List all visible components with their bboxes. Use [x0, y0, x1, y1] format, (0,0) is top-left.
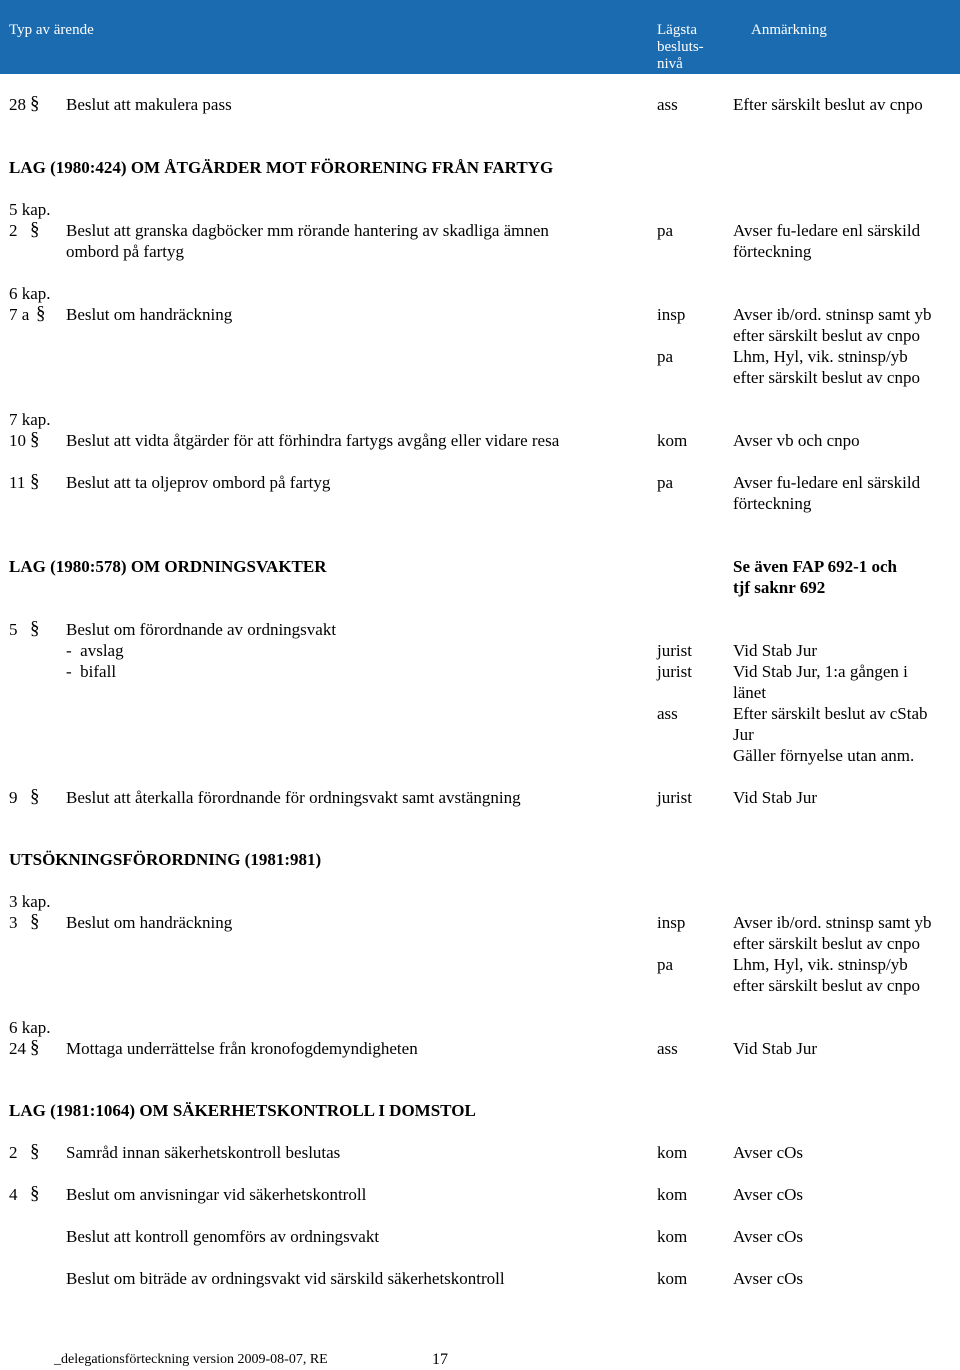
row-number: 3	[9, 913, 18, 932]
row-note: Efter särskilt beslut av cStab	[733, 704, 928, 723]
row-description: Beslut om förordnande av ordningsvakt	[66, 620, 337, 639]
row-description: Mottaga underrättelse från kronofogdemyndigheten	[66, 1039, 418, 1058]
row-level: jurist	[657, 662, 692, 681]
section-title: LAG (1980:578) OM ORDNINGSVAKTER	[9, 557, 327, 576]
row-number: 5	[9, 620, 18, 639]
row-description: Beslut om biträde av ordningsvakt vid särskild säkerhetskontroll	[66, 1269, 505, 1288]
paragraph-sign: §	[30, 786, 40, 807]
row-level: kom	[657, 1269, 688, 1288]
row-note-cont: förteckning	[733, 494, 812, 513]
row-description: Beslut att återkalla förordnande för ordningsvakt samt avstängning	[66, 788, 521, 807]
row-level: pa	[657, 347, 674, 366]
row-note: Avser cOs	[733, 1269, 804, 1288]
row-description: Beslut att ta oljeprov ombord på fartyg	[66, 473, 331, 492]
row-description: Beslut om anvisningar vid säkerhetskontroll	[66, 1185, 367, 1204]
row-note: Lhm, Hyl, vik. stninsp/yb	[733, 347, 908, 366]
row-note: Avser cOs	[733, 1227, 804, 1246]
row-level: insp	[657, 913, 686, 932]
row-level: jurist	[657, 788, 692, 807]
row-note-cont: efter särskilt beslut av cnpo	[733, 326, 920, 345]
row-description-cont: ombord på fartyg	[66, 242, 185, 261]
row-note: Efter särskilt beslut av cnpo	[733, 95, 923, 114]
section-reference-cont: tjf saknr 692	[733, 578, 826, 597]
chapter-label: 6 kap.	[9, 1018, 51, 1037]
row-subitem: - avslag	[66, 641, 124, 660]
section-title: LAG (1980:424) OM ÅTGÄRDER MOT FÖRORENING FRÅN FARTYG	[9, 158, 554, 177]
row-level: jurist	[657, 641, 692, 660]
chapter-label: 5 kap.	[9, 200, 51, 219]
paragraph-sign: §	[36, 303, 46, 324]
row-note-cont: efter särskilt beslut av cnpo	[733, 368, 920, 387]
row-note: Vid Stab Jur, 1:a gången i	[733, 662, 908, 681]
paragraph-sign: §	[30, 618, 40, 639]
paragraph-sign: §	[30, 911, 40, 932]
row-note-cont: länet	[733, 683, 767, 702]
row-description: Beslut om handräckning	[66, 913, 233, 932]
col-note-header: Anmärkning	[751, 22, 827, 38]
row-note: Avser ib/ord. stninsp samt yb	[733, 913, 932, 932]
row-level: pa	[657, 473, 674, 492]
paragraph-sign: §	[30, 429, 40, 450]
paragraph-sign: §	[30, 93, 40, 114]
row-number: 28	[9, 95, 26, 114]
row-note: Avser vb och cnpo	[733, 431, 860, 450]
row-number: 4	[9, 1185, 18, 1204]
paragraph-sign: §	[30, 1141, 40, 1162]
row-level: insp	[657, 305, 686, 324]
row-note: Vid Stab Jur	[733, 641, 817, 660]
row-level: kom	[657, 1143, 688, 1162]
section-title: LAG (1981:1064) OM SÄKERHETSKONTROLL I DOMSTOL	[9, 1101, 476, 1120]
row-note-cont: Gäller förnyelse utan anm.	[733, 746, 915, 765]
row-subitem: - bifall	[66, 662, 117, 681]
row-note: Avser cOs	[733, 1185, 804, 1204]
row-level: ass	[657, 704, 678, 723]
row-level: kom	[657, 1185, 688, 1204]
row-note: Avser fu-ledare enl särskild	[733, 473, 921, 492]
paragraph-sign: §	[30, 471, 40, 492]
row-description: Beslut om handräckning	[66, 305, 233, 324]
row-description: Samråd innan säkerhetskontroll beslutas	[66, 1143, 341, 1162]
row-level: kom	[657, 431, 688, 450]
col-level-header-text: Lägsta besluts- nivå	[657, 22, 704, 72]
paragraph-sign: §	[30, 219, 40, 240]
row-level: pa	[657, 221, 674, 240]
row-note: Avser ib/ord. stninsp samt yb	[733, 305, 932, 324]
row-note: Vid Stab Jur	[733, 788, 817, 807]
row-number: 9	[9, 788, 18, 807]
row-description: Beslut att vidta åtgärder för att förhindra fartygs avgång eller vidare resa	[66, 431, 560, 450]
row-number: 24	[9, 1039, 26, 1058]
section-title: UTSÖKNINGSFÖRORDNING (1981:981)	[9, 850, 322, 869]
chapter-label: 3 kap.	[9, 892, 51, 911]
row-note: Lhm, Hyl, vik. stninsp/yb	[733, 955, 908, 974]
row-note: Vid Stab Jur	[733, 1039, 817, 1058]
row-note-cont: efter särskilt beslut av cnpo	[733, 934, 920, 953]
row-description: Beslut att makulera pass	[66, 95, 232, 114]
paragraph-sign: §	[30, 1183, 40, 1204]
footer-document-version: _delegationsförteckning version 2009-08-07, RE	[54, 1352, 328, 1367]
row-number: 10	[9, 431, 26, 450]
row-number: 7 a	[9, 305, 30, 324]
row-level: pa	[657, 955, 674, 974]
row-note-cont: efter särskilt beslut av cnpo	[733, 976, 920, 995]
row-number: 2	[9, 221, 18, 240]
chapter-label: 6 kap.	[9, 284, 51, 303]
page-number: 17	[432, 1351, 448, 1368]
row-number: 11	[9, 473, 26, 492]
row-description: Beslut att granska dagböcker mm rörande hantering av skadliga ämnen	[66, 221, 549, 240]
chapter-label: 7 kap.	[9, 410, 51, 429]
paragraph-sign: §	[30, 1037, 40, 1058]
row-note-cont: förteckning	[733, 242, 812, 261]
row-level: ass	[657, 95, 678, 114]
section-reference: Se även FAP 692-1 och	[733, 557, 898, 576]
row-level: kom	[657, 1227, 688, 1246]
row-note: Avser cOs	[733, 1143, 804, 1162]
row-level: ass	[657, 1039, 678, 1058]
col-type-header: Typ av ärende	[9, 22, 94, 38]
row-note-cont: Jur	[733, 725, 754, 744]
row-note: Avser fu-ledare enl särskild	[733, 221, 921, 240]
row-number: 2	[9, 1143, 18, 1162]
row-description: Beslut att kontroll genomförs av ordningsvakt	[66, 1227, 380, 1246]
